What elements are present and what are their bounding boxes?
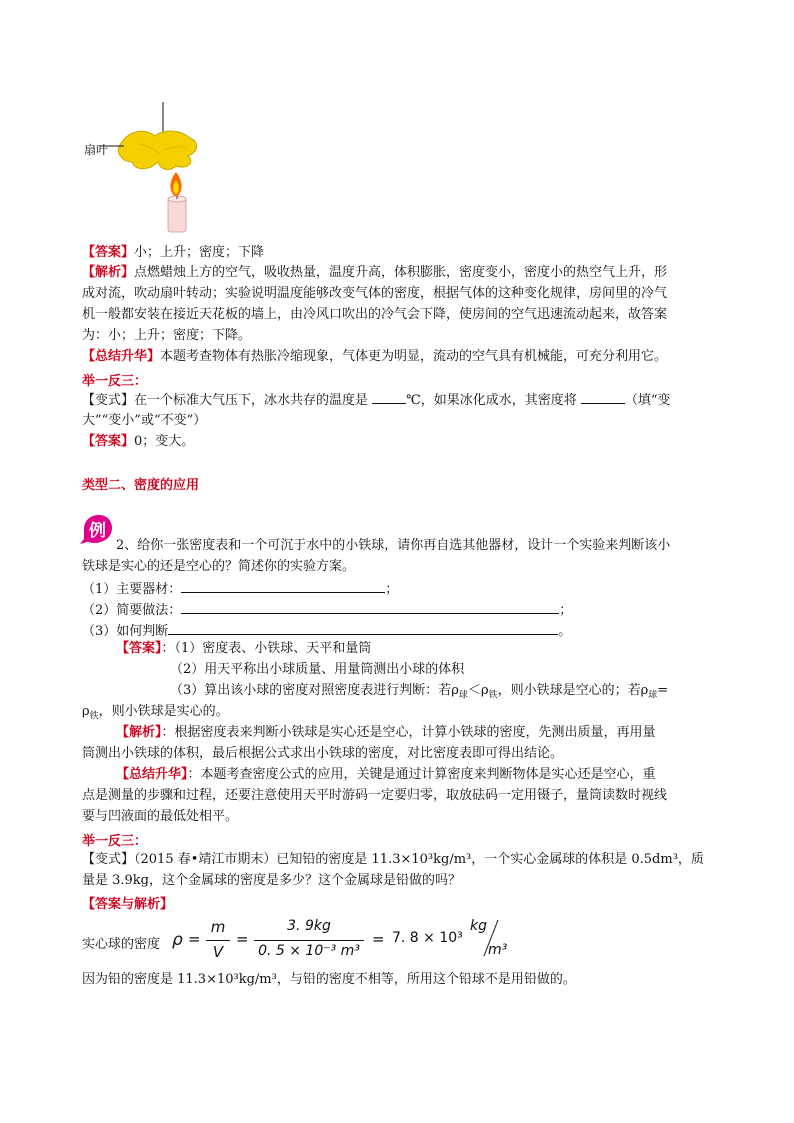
- analysis-line-3: 机一般都安装在接近天花板的墙上，由冷风口吹出的冷气会下降，使房间的空气迅速流动起来，故答案: [82, 307, 668, 322]
- formula-rho: ρ: [172, 930, 183, 950]
- variant-line-2: 大”“变小”或“不变”）: [82, 413, 207, 428]
- summary-line-2: 【总结升华】：本题考查密度公式的应用，关键是通过计算密度来判断物体是实心还是空心，重: [116, 767, 656, 782]
- density-formula: 实心球的密度 ρ = m V = 3. 9kg 0. 5 × 10⁻³ m³ = 7. 8 × 10³ kg m³: [82, 918, 508, 961]
- formula-result: 7. 8 × 10³: [392, 930, 463, 946]
- formula-v: V: [212, 943, 224, 961]
- section-heading: 类型二、密度的应用: [82, 478, 200, 493]
- density-change-blank[interactable]: [581, 391, 625, 404]
- question-line-2: 铁球是实心的还是空心的？简述你的实验方案。: [82, 559, 356, 574]
- answer-line-1: 【答案】小；上升；密度；下降: [82, 245, 265, 260]
- fan-blade-label: 扇叶: [84, 143, 109, 157]
- answer-line-5: （3）算出该小球的密度对照密度表进行判断：若$\rho_球<\rho_铁$，则小铁球是空心的；若$\rho_球=$: [170, 683, 669, 701]
- formula-unit-numerator: kg: [470, 918, 487, 934]
- variant-line-1: 【变式】在一个标准大气压下，冰水共存的温度是 ℃，如果冰化成水，其密度将 （填“变: [82, 393, 671, 408]
- summary-line-3: 点是测量的步骤和过程，还要注意使用天平时游码一定要归零，取放砝码一定用镊子，量筒读数时视线: [82, 788, 668, 803]
- candle-flame-icon: [168, 172, 186, 232]
- item-1-materials: （1）主要器材： ；: [82, 582, 399, 597]
- practice-heading-2: 举一反三：: [82, 834, 148, 849]
- temperature-blank[interactable]: [372, 391, 406, 404]
- analysis-line-5: 【解析】：根据密度表来判断小铁球是实心还是空心，计算小铁球的密度，先测出质量，再用量: [116, 725, 656, 740]
- summary-line-4: 要与凹液面的最低处相平。: [82, 809, 239, 824]
- analysis-line-2: 成对流，吹动扇叶转动；实验说明温度能够改变气体的密度，根据气体的这种变化规律，房间里的冷气: [82, 286, 668, 301]
- example-badge-label: 例: [89, 521, 106, 541]
- answer-line-4: （2）用天平称出小球质量、用量筒测出小球的体积: [170, 662, 465, 677]
- judgement-blank[interactable]: [168, 622, 558, 635]
- variant-line-3: 【变式】（2015 春•靖江市期末）已知铅的密度是 11.3×10³kg/m³，一个实心金属球的体积是 0.5dm³，质: [82, 852, 704, 867]
- answer-line-3: 【答案】：（1）密度表、小铁球、天平和量筒: [116, 641, 372, 656]
- analysis-line-1: 【解析】点燃蜡烛上方的空气，吸收热量，温度升高，体积膨胀，密度变小，密度小的热空气上升，形: [82, 265, 668, 280]
- analysis-line-4: 为：小；上升；密度；下降。: [82, 328, 252, 343]
- answer-analysis-heading: 【答案与解析】: [82, 897, 174, 912]
- answer-line-2: 【答案】0；变大。: [82, 434, 195, 449]
- procedure-blank[interactable]: [181, 601, 559, 614]
- summary-line-1: 【总结升华】本题考查物体有热胀冷缩现象，气体更为明显，流动的空气具有机械能，可充分利用它。: [82, 349, 668, 364]
- item-2-procedure: （2）简要做法： ；: [82, 603, 573, 618]
- formula-unit-denominator: m³: [488, 942, 508, 958]
- variant-line-4: 量是 3.9kg，这个金属球的密度是多少？这个金属球是铅做的吗？: [82, 873, 462, 888]
- analysis-line-6: 筒测出小铁球的体积，最后根据公式求出小铁球的密度，对比密度表即可得出结论。: [82, 746, 564, 761]
- formula-prefix: 实心球的密度: [82, 937, 161, 952]
- fan-blade-icon: [118, 131, 196, 169]
- item-3-judgement: （3）如何判断 。: [82, 624, 572, 639]
- answer-line-6: $\rho_铁$，则小铁球是实心的。: [82, 704, 229, 722]
- formula-m: m: [210, 918, 226, 936]
- practice-heading-1: 举一反三：: [82, 374, 148, 389]
- conclusion-line: 因为铅的密度是 11.3×10³kg/m³，与铅的密度不相等，所用这个铅球不是用铅做的。: [82, 972, 576, 987]
- materials-blank[interactable]: [181, 580, 385, 593]
- fan-candle-figure: [100, 100, 220, 240]
- formula-denominator: 0. 5 × 10⁻³ m³: [258, 943, 360, 959]
- formula-numerator: 3. 9kg: [287, 918, 331, 934]
- question-line-1: 2、给你一张密度表和一个可沉于水中的小铁球，请你再自选其他器材，设计一个实验来判断该小: [116, 538, 671, 553]
